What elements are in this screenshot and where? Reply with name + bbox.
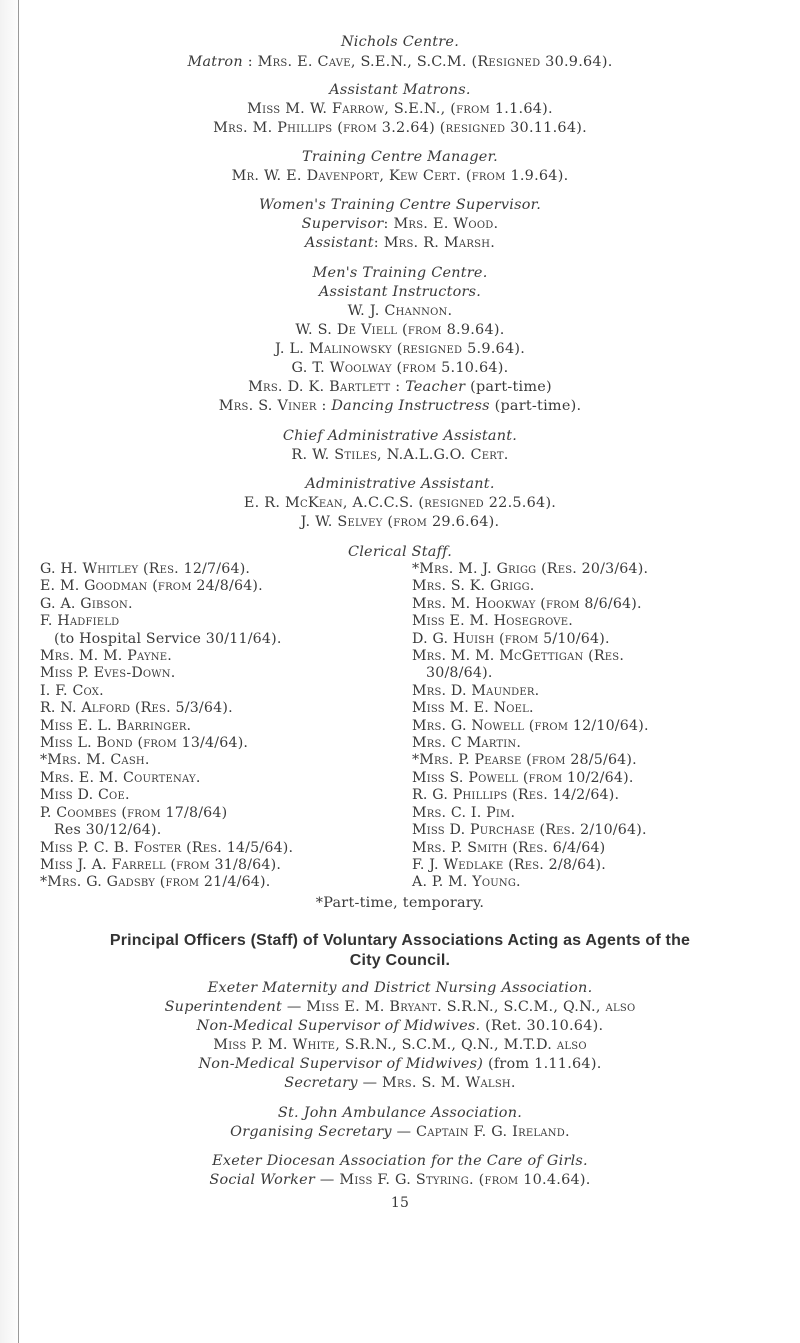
womens-assistant-name: Mrs. R. Marsh. [383, 235, 496, 251]
clerical-right-item: Mrs. P. Smith (Res. 6/4/64) [412, 839, 606, 856]
st-john-text: — Captain F. G. Ireland. [396, 1124, 570, 1140]
diocesan-role: Social Worker [209, 1172, 316, 1188]
st-john-role: Organising Secretary [230, 1124, 392, 1140]
dancing-role: Dancing Instructress [331, 398, 490, 414]
assistant-matron-1: Miss M. W. Farrow, S.E.N., (from 1.1.64). [247, 101, 553, 117]
mens-dancing-line [0, 397, 800, 415]
clerical-right-item: F. J. Wedlake (Res. 2/8/64). [412, 856, 606, 873]
clerical-right-column [412, 561, 792, 892]
teacher-name: Mrs. D. K. Bartlett : [248, 379, 401, 395]
clerical-right-item: Mrs. C. I. Pim. [412, 804, 516, 821]
maternity-white-role-line [0, 1055, 800, 1073]
maternity-superintendent-line [0, 998, 800, 1016]
mens-instructor-2: W. S. De Viell (from 8.9.64). [295, 322, 505, 338]
assistant-matrons-heading: Assistant Matrons. [329, 82, 471, 98]
assistant-matron-2: Mrs. M. Phillips (from 3.2.64) (resigned 30.11.64). [213, 120, 587, 136]
maternity-white-line: Miss P. M. White, S.R.N., S.C.M., Q.N., M.T.D. also [213, 1037, 587, 1053]
mens-instructor-1: W. J. Channon. [347, 303, 453, 319]
clerical-left-item: G. H. Whitley (Res. 12/7/64). [40, 561, 251, 577]
clerical-left-column [40, 561, 420, 892]
clerical-left-item: Miss E. L. Barringer. [40, 717, 192, 734]
clerical-right-item: 30/8/64). [426, 665, 493, 682]
superintendent-text: — Miss E. M. Bryant. S.R.N., S.C.M., Q.N., also [286, 999, 636, 1015]
superintendent-role: Superintendent [164, 999, 283, 1015]
secretary-role: Secretary [284, 1075, 358, 1091]
womens-assistant-role: Assistant [304, 235, 374, 251]
clerical-left-item: Mrs. E. M. Courtenay. [40, 769, 201, 786]
clerical-right-item: Mrs. M. M. McGettigan (Res. [412, 648, 625, 665]
admin-heading: Administrative Assistant. [305, 476, 495, 492]
clerical-footnote: *Part-time, temporary. [315, 895, 485, 911]
maternity-superintendent-line2 [0, 1017, 800, 1035]
matron-line: Matron : Mrs. E. Cave, S.E.N., S.C.M. (Resigned 30.9.64). [187, 54, 613, 70]
clerical-right-item: Mrs. M. Hookway (from 8/6/64). [412, 595, 642, 612]
clerical-right-item: Mrs. C Martin. [412, 735, 522, 752]
admin-line-2: J. W. Selvey (from 29.6.64). [300, 514, 500, 530]
clerical-right-item: Miss E. M. Hosegrove. [412, 613, 573, 630]
clerical-right-item: *Mrs. M. J. Grigg (Res. 20/3/64). [412, 561, 649, 577]
clerical-left-item: G. A. Gibson. [40, 595, 133, 612]
maternity-heading: Exeter Maternity and District Nursing Association. [207, 980, 593, 996]
clerical-left-item: P. Coombes (from 17/8/64) [40, 804, 228, 821]
mens-teacher-line [0, 378, 800, 396]
mens-instructors-heading: Assistant Instructors. [318, 284, 482, 300]
clerical-left-item: I. F. Cox. [40, 682, 104, 699]
clerical-left-item: Miss L. Bond (from 13/4/64). [40, 735, 249, 752]
womens-supervisor-role: Supervisor [301, 216, 384, 232]
training-manager-line: Mr. W. E. Davenport, Kew Cert. (from 1.9.64). [231, 168, 569, 184]
clerical-right-item: R. G. Phillips (Res. 14/2/64). [412, 787, 620, 804]
clerical-left-item: *Mrs. G. Gadsby (from 21/4/64). [40, 874, 271, 891]
matron-text: Mrs. E. Cave, S.E.N., S.C.M. (Resigned 30.9.64). [257, 54, 613, 70]
voluntary-heading-line1: Principal Officers (Staff) of Voluntary Associations Acting as Agents of the [109, 932, 691, 949]
clerical-left-item: Miss P. Eves-Down. [40, 665, 176, 682]
womens-assistant-line: Assistant: Mrs. R. Marsh. [304, 235, 496, 251]
secretary-text: — Mrs. S. M. Walsh. [362, 1075, 516, 1091]
admin-line-1: E. R. McKean, A.C.C.S. (resigned 22.5.64). [243, 495, 557, 511]
clerical-left-item: (to Hospital Service 30/11/64). [54, 630, 282, 647]
maternity-secretary-line [0, 1074, 800, 1092]
nichols-heading: Nichols Centre. [340, 34, 460, 50]
clerical-right-item: D. G. Huish (from 5/10/64). [412, 630, 610, 647]
clerical-right-item: Mrs. S. K. Grigg. [412, 578, 535, 595]
clerical-right-item: A. P. M. Young. [412, 874, 521, 891]
womens-supervisor-line: Supervisor: Mrs. E. Wood. [301, 216, 499, 232]
diocesan-text: — Miss F. G. Styring. (from 10.4.64). [319, 1172, 591, 1188]
clerical-left-item: E. M. Goodman (from 24/8/64). [40, 578, 263, 595]
clerical-left-item: R. N. Alford (Res. 5/3/64). [40, 700, 233, 717]
mens-centre-heading: Men's Training Centre. [312, 265, 488, 281]
teacher-role: Teacher [405, 379, 466, 395]
diocesan-heading: Exeter Diocesan Association for the Care of Girls. [212, 1153, 588, 1169]
chief-admin-heading: Chief Administrative Assistant. [282, 428, 518, 444]
voluntary-heading-line2: City Council. [349, 952, 451, 969]
chief-admin-line: R. W. Stiles, N.A.L.G.O. Cert. [291, 447, 509, 463]
clerical-right-item: Miss M. E. Noel. [412, 700, 534, 717]
superintendent-note: (Ret. 30.10.64). [485, 1018, 604, 1034]
clerical-left-item: *Mrs. M. Cash. [40, 752, 150, 769]
clerical-right-item: Miss S. Powell (from 10/2/64). [412, 769, 634, 786]
clerical-right-item: *Mrs. P. Pearse (from 28/5/64). [412, 752, 637, 769]
clerical-right-item: Mrs. D. Maunder. [412, 682, 540, 699]
st-john-line [0, 1123, 800, 1141]
clerical-right-item: Mrs. G. Nowell (from 12/10/64). [412, 717, 649, 734]
dancing-note: (part-time). [494, 398, 582, 414]
training-manager-heading: Training Centre Manager. [302, 149, 498, 165]
dancing-name: Mrs. S. Viner : [218, 398, 327, 414]
womens-centre-heading: Women's Training Centre Supervisor. [258, 197, 542, 213]
clerical-right-item: Miss D. Purchase (Res. 2/10/64). [412, 822, 647, 839]
white-note: (from 1.11.64). [487, 1056, 602, 1072]
womens-supervisor-name: Mrs. E. Wood. [393, 216, 499, 232]
clerical-left-item: Res 30/12/64). [54, 822, 162, 839]
clerical-left-item: Miss J. A. Farrell (from 31/8/64). [40, 856, 282, 873]
superintendent-role2: Non-Medical Supervisor of Midwives. [196, 1018, 481, 1034]
teacher-note: (part-time) [470, 379, 552, 395]
mens-instructor-4: G. T. Woolway (from 5.10.64). [291, 360, 509, 376]
clerical-left-item: Miss P. C. B. Foster (Res. 14/5/64). [40, 839, 294, 856]
mens-instructor-3: J. L. Malinowsky (resigned 5.9.64). [274, 341, 526, 357]
matron-role: Matron [187, 54, 243, 70]
clerical-heading: Clerical Staff. [347, 544, 453, 560]
st-john-heading: St. John Ambulance Association. [277, 1105, 523, 1121]
clerical-left-item: F. Hadfield [40, 613, 120, 630]
clerical-left-item: Mrs. M. M. Payne. [40, 648, 172, 665]
clerical-left-item: Miss D. Coe. [40, 787, 130, 804]
page-number: 15 [390, 1195, 410, 1211]
white-role: Non-Medical Supervisor of Midwives) [198, 1056, 484, 1072]
diocesan-line [0, 1171, 800, 1189]
